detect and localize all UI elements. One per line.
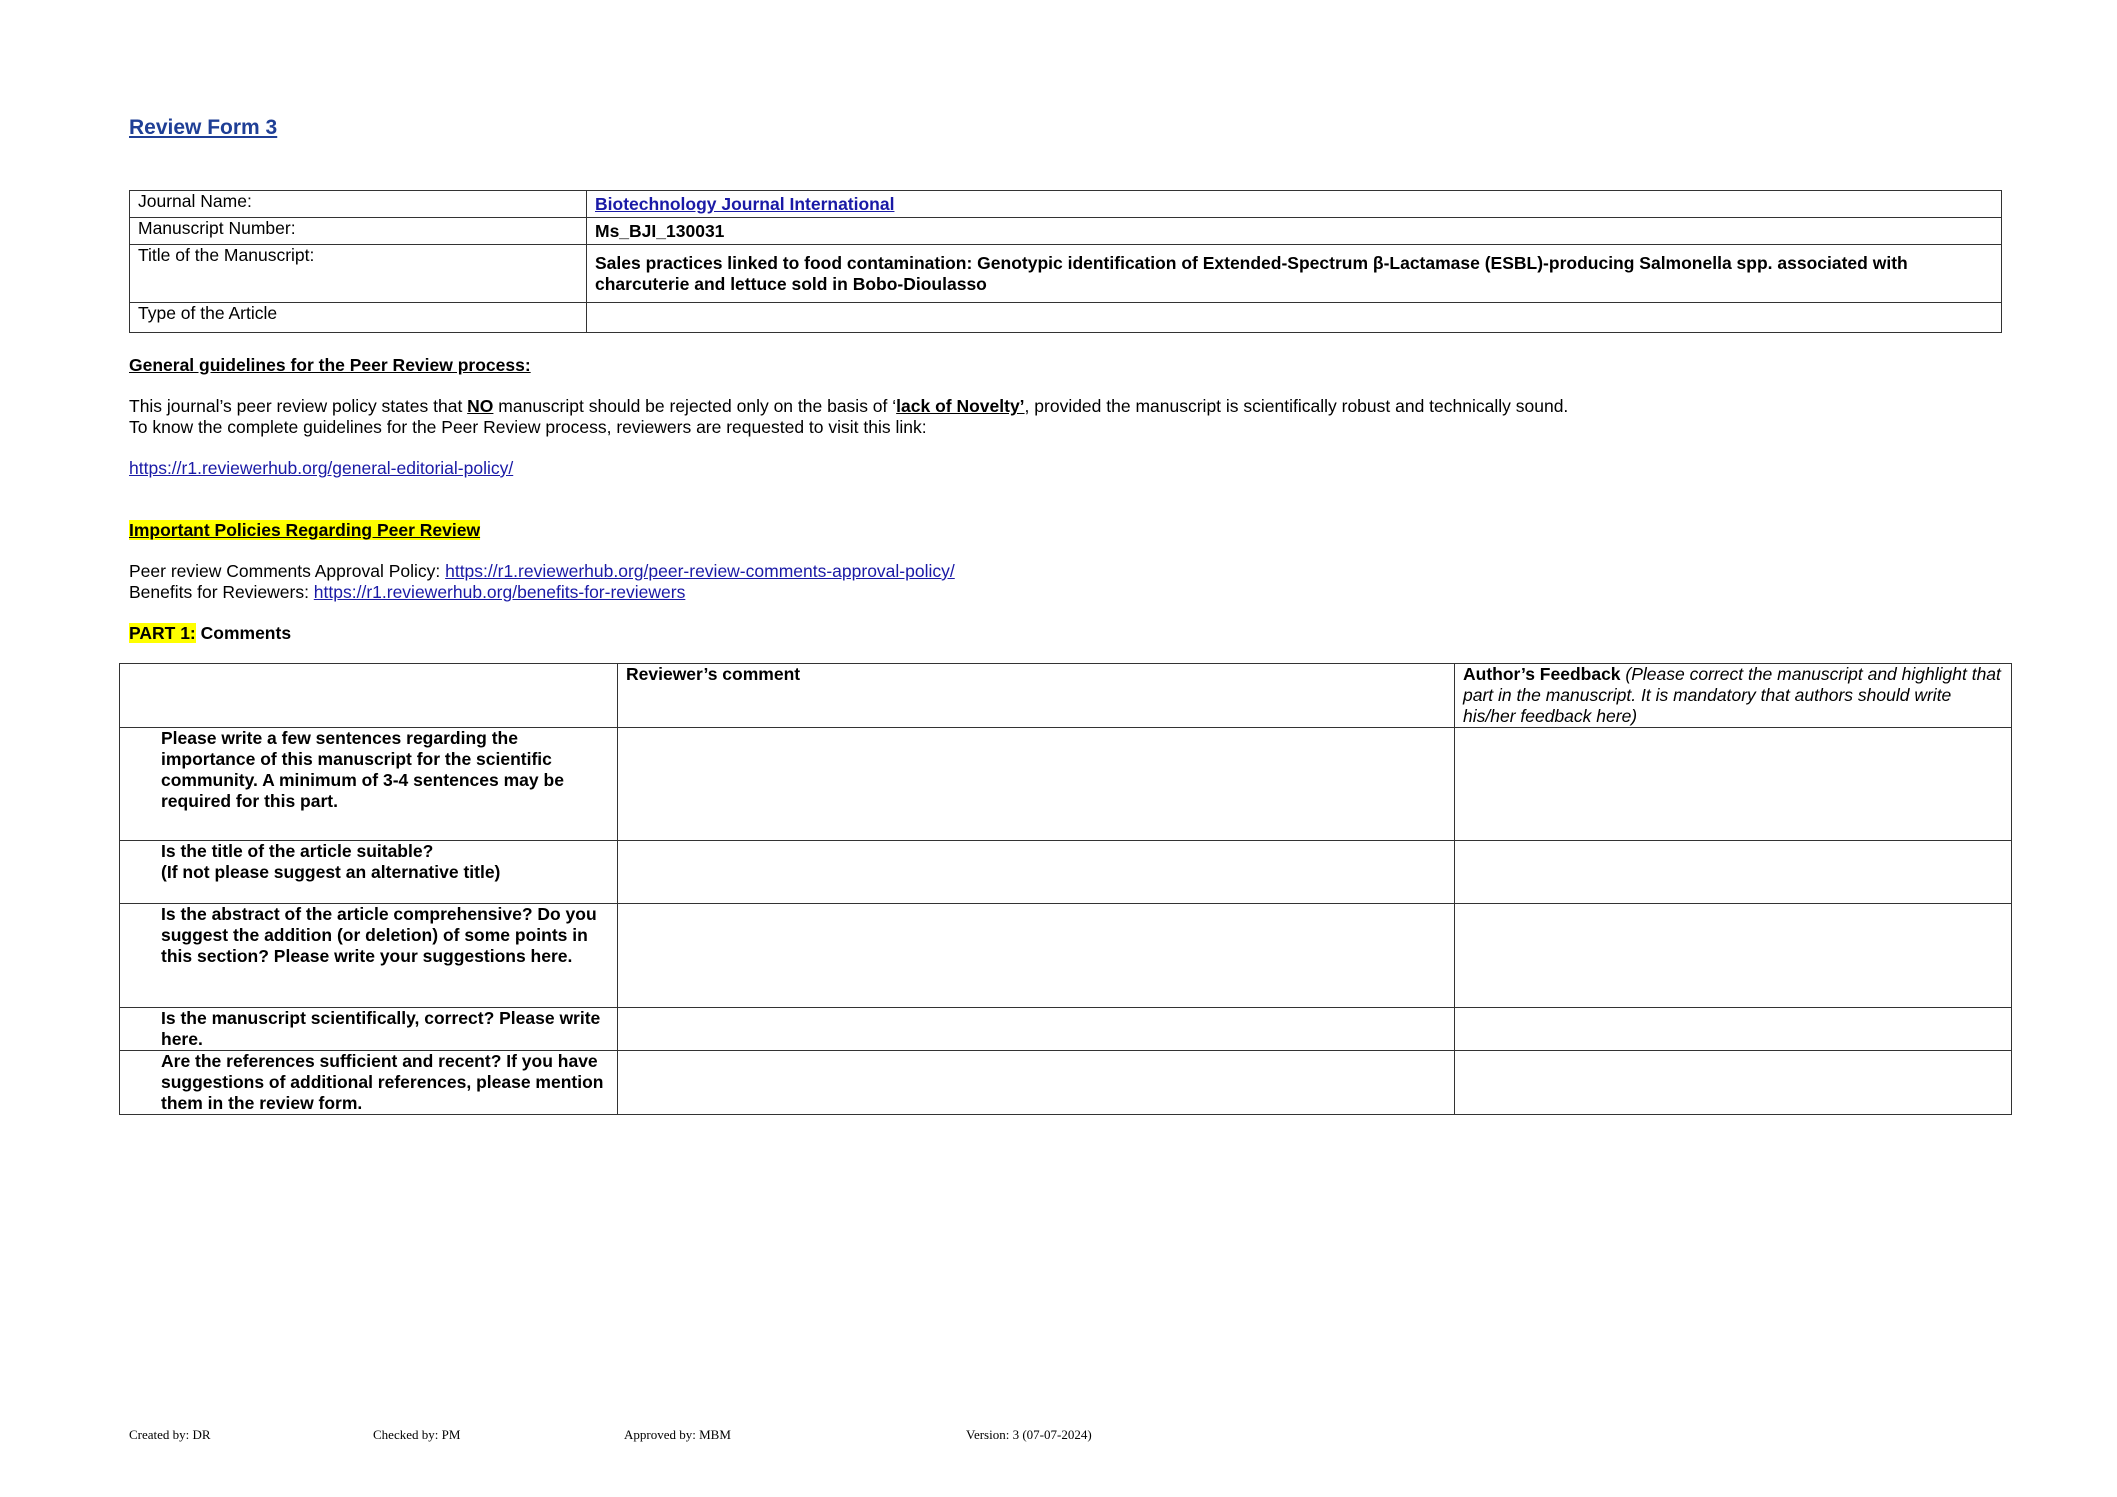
table-row [120, 904, 2012, 1008]
policies-heading-text: Important Policies Regarding Peer Review [129, 520, 481, 540]
journal-name-cell [587, 191, 2002, 218]
manuscript-number-value: Ms_BJI_130031 [587, 218, 2002, 245]
footer-created-by: Created by: DR [129, 1427, 211, 1442]
reviewer-comment-title[interactable] [618, 841, 1455, 904]
question-importance: Please write a few sentences regarding the importance of this manuscript for the scientific community. A minimum of 3-4 sentences may be required for this part. [120, 728, 618, 841]
reviewer-comment-correctness[interactable] [618, 1008, 1455, 1051]
part1-label: PART 1: [129, 623, 196, 643]
policies-heading [129, 520, 480, 541]
benefits-label: Benefits for Reviewers: [129, 582, 314, 602]
author-feedback-title: Author’s Feedback [1463, 664, 1621, 684]
question-correctness: Is the manuscript scientifically, correct? Please write here. [120, 1008, 618, 1051]
footer-checked-by: Checked by: PM [373, 1427, 461, 1442]
comments-table [119, 663, 2012, 1115]
table-row [120, 841, 2012, 904]
header-empty-cell [120, 664, 618, 728]
manuscript-title-value: Sales practices linked to food contamination: Genotypic identification of Extended-Spectrum β-Lactamase (ESBL)-producing Salmonella spp. associated with charcuterie and lettuce sold in Bobo-Dioulasso [587, 245, 2002, 303]
guidelines-policy-text [129, 396, 1568, 417]
table-row [120, 1051, 2012, 1115]
guidelines-instruction-text: To know the complete guidelines for the Peer Review process, reviewers are requested to visit this link: [129, 417, 927, 437]
guidelines-heading: General guidelines for the Peer Review process: [129, 355, 531, 375]
author-feedback-abstract[interactable] [1455, 904, 2012, 1008]
article-type-label: Type of the Article [130, 303, 587, 333]
question-abstract: Is the abstract of the article comprehensive? Do you suggest the addition (or deletion) of some points in this section? Please write your suggestions here. [120, 904, 618, 1008]
policy-text-novelty: lack of Novelty’ [896, 396, 1025, 416]
part1-title: Comments [195, 623, 292, 643]
approval-policy-label: Peer review Comments Approval Policy: [129, 561, 446, 581]
benefits-link[interactable]: https://r1.reviewerhub.org/benefits-for-reviewers [313, 582, 686, 602]
general-editorial-policy-link[interactable]: https://r1.reviewerhub.org/general-editorial-policy/ [129, 458, 514, 478]
benefits-line [129, 582, 685, 603]
policy-text-part3: , provided the manuscript is scientifically robust and technically sound. [1024, 396, 1569, 416]
reviewer-comment-importance[interactable] [618, 728, 1455, 841]
table-row [120, 728, 2012, 841]
policy-text-part2: manuscript should be rejected only on the basis of ‘ [493, 396, 897, 416]
reviewer-comment-references[interactable] [618, 1051, 1455, 1115]
article-type-value[interactable] [587, 303, 2002, 333]
author-feedback-correctness[interactable] [1455, 1008, 2012, 1051]
footer-version: Version: 3 (07-07-2024) [966, 1427, 1092, 1442]
manuscript-title-label: Title of the Manuscript: [130, 245, 587, 303]
journal-name-label: Journal Name: [130, 191, 587, 218]
question-title: Is the title of the article suitable? (If not please suggest an alternative title) [120, 841, 618, 904]
footer-approved-by: Approved by: MBM [624, 1427, 731, 1442]
author-feedback-title-row[interactable] [1455, 841, 2012, 904]
author-feedback-importance[interactable] [1455, 728, 2012, 841]
approval-policy-line [129, 561, 955, 582]
manuscript-number-label: Manuscript Number: [130, 218, 587, 245]
author-feedback-note: (Please correct the manuscript and highlight that part in the manuscript. It is mandatory that authors should write his/her feedback here) [1463, 664, 2001, 726]
table-row [120, 1008, 2012, 1051]
author-feedback-references[interactable] [1455, 1051, 2012, 1115]
manuscript-info-table [129, 190, 2002, 333]
reviewer-comment-header: Reviewer’s comment [618, 664, 1455, 728]
approval-policy-link[interactable]: https://r1.reviewerhub.org/peer-review-comments-approval-policy/ [445, 561, 955, 581]
policy-text-no: NO [467, 396, 494, 416]
policy-text-part1: This journal’s peer review policy states that [129, 396, 468, 416]
reviewer-comment-abstract[interactable] [618, 904, 1455, 1008]
part1-heading [129, 623, 291, 644]
question-references: Are the references sufficient and recent? If you have suggestions of additional references, please mention them in the review form. [120, 1051, 618, 1115]
author-feedback-header [1455, 664, 2012, 728]
journal-name-link[interactable]: Biotechnology Journal International [595, 194, 895, 214]
form-title[interactable]: Review Form 3 [129, 116, 278, 139]
